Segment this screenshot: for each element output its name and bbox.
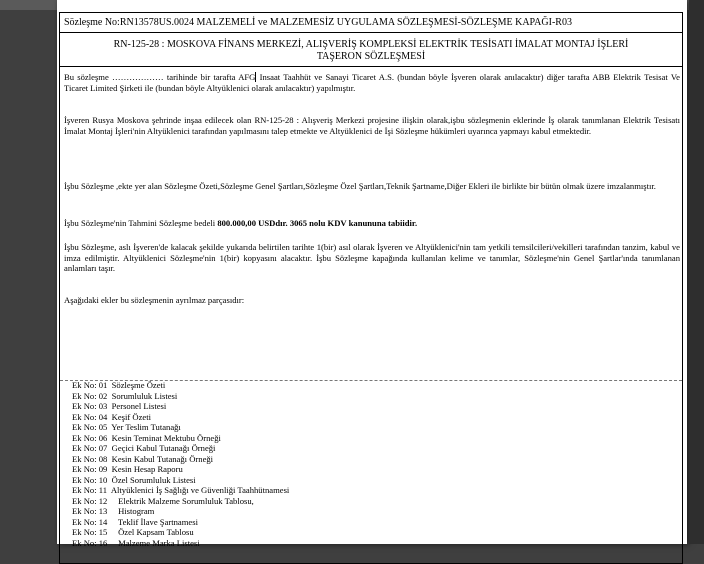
- vertical-scrollbar[interactable]: [689, 0, 704, 544]
- paragraph-parties-rest: Insaat Taahhüt ve Sanayi Ticaret A.S. (bundan böyle İşveren olarak anılacaktır) diğer tarafta ABB Elektrik Tesisat Ve Ticaret Limited Şirketi ile (bundan böyle Altyüklenici olarak anılacaktır) yapılmıştır.: [64, 72, 680, 93]
- list-item: Ek No: 10 Özel Sorumluluk Listesi: [72, 474, 196, 485]
- paragraph-scope: İşveren Rusya Moskova şehrinde inşaa edilecek olan RN-125-28 : Alışveriş Merkezi projesine ilişkin olarak,işbu sözleşmenin eklerinde İş olarak tanımlanan Elektrik Tesisatı İmalat Montaj İşleri'nin Altyüklenici tarafından yapılmasını talep etmekte ve Altyüklenici de İşi Sözleşme hükümleri uyarınca yapmayı kabul etmektedir.: [64, 115, 680, 136]
- list-item: Ek No: 07 Geçici Kabul Tutanağı Örneği: [72, 443, 216, 453]
- contract-price-value: 800.000,00 USDdır. 3065 nolu KDV kanununa tabiidir.: [217, 218, 418, 228]
- paragraph-annexes-intro: Aşağıdaki ekler bu sözleşmenin ayrılmaz parçasıdır:: [64, 295, 245, 305]
- list-item: Ek No: 08 Kesin Kabul Tutanağı Örneği: [72, 453, 214, 464]
- contract-title-line1: RN-125-28 : MOSKOVA FİNANS MERKEZİ, ALIŞVERİŞ KOMPLEKSİ ELEKTRİK TESİSATI İMALAT MONTAJ İŞLERİ: [113, 39, 629, 50]
- list-item: Ek No: 05 Yer Teslim Tutanağı: [72, 422, 181, 432]
- list-item: Ek No: 01 Sözleşme Özeti: [72, 380, 166, 390]
- list-item: Ek No: 14 Teklif İlave Şartnamesi: [72, 516, 198, 527]
- list-item: Ek No: 02 Sorumluluk Listesi: [72, 390, 178, 401]
- paragraph-price-label: İşbu Sözleşme'nin Tahmini Sözleşme bedeli: [64, 218, 218, 228]
- list-item: Ek No: 16 Malzeme Marka Listesi: [72, 537, 200, 548]
- list-item: Ek No: 15 Özel Kapsam Tablosu: [72, 527, 194, 537]
- list-item: Ek No: 03 Personel Listesi: [72, 401, 167, 411]
- paragraph-price: [64, 218, 680, 229]
- contract-number-header: Sözleşme No:RN13578US.0024 MALZEMELİ ve MALZEMESİZ UYGULAMA SÖZLEŞMESİ-SÖZLEŞME KAPAĞI-R03: [60, 13, 682, 33]
- document-page[interactable]: [57, 0, 687, 548]
- paragraph-signing: İşbu Sözleşme, aslı İşveren'de kalacak şekilde yukarıda belirtilen tarihte 1(bir) asıl olarak İşveren ve Altyüklenici'nin tam yetkili temsilcileri/vekilleri tarafından tanzim, kabul ve imza edilmiştir. Altyüklenici Sözleşme'nin 1(bir) kopyasını alacaktır. İşbu Sözleşme kapağında kullanılan kelime ve tanımlar, Sözleşme'nin Genel Şartlar'ında tanımlanan anlamları taşır.: [64, 242, 680, 273]
- paragraph-documents: İşbu Sözleşme ,ekte yer alan Sözleşme Özeti,Sözleşme Genel Şartları,Sözleşme Özel Şartları,Teknik Şartname,Diğer Ekleri ile birlikte bir bütün olmak üzere imzalanmıştır.: [64, 181, 656, 191]
- list-item: Ek No: 11 Altyüklenici İş Sağlığı ve Güvenliği Taahhütnamesi: [72, 485, 290, 495]
- list-item: Ek No: 04 Keşif Özeti: [72, 411, 151, 422]
- contract-title-header: [60, 34, 682, 67]
- list-item: Ek No: 12 Elektrik Malzeme Sorumluluk Tablosu,: [72, 495, 254, 506]
- annex-list: [72, 380, 572, 548]
- contract-body[interactable]: [60, 68, 682, 381]
- list-item: Ek No: 06 Kesin Teminat Mektubu Örneği: [72, 432, 221, 443]
- paragraph-parties-start: Bu sözleşme ……………… tarihinde bir tarafta AFG: [64, 72, 256, 82]
- list-item: Ek No: 09 Kesin Hesap Raporu: [72, 464, 183, 474]
- list-item: Ek No: 13 Histogram: [72, 506, 155, 516]
- paragraph-parties: [64, 72, 680, 93]
- contract-title-line2: TAŞERON SÖZLEŞMESİ: [316, 51, 426, 62]
